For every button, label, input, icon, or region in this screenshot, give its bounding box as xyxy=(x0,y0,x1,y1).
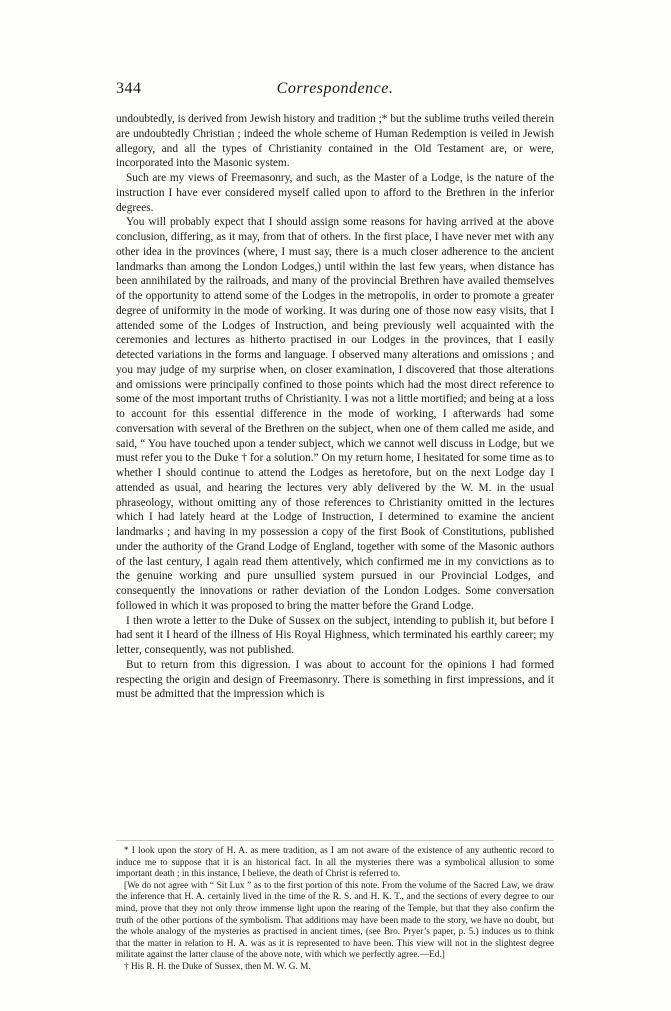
footnote-divider xyxy=(116,840,554,841)
footnote: † His R. H. the Duke of Sussex, then M. W. G. M. xyxy=(124,961,311,972)
paragraph: But to return from this digression. I was about to account for the opinions I had formed respecting the origin and design of Freemasonry. There is something in first impressions, and it must be admitted that the impression which is xyxy=(116,658,554,701)
paragraph: I then wrote a letter to the Duke of Sussex on the subject, intending to publish it, but before I had sent it I heard of the illness of His Royal Highness, which terminated his earthly career; my letter, consequently, was not published. xyxy=(116,614,554,656)
paragraph: Such are my views of Freemasonry, and such, as the Master of a Lodge, is the nature of the instruction I have ever considered myself called upon to afford to the Brethren in the inferior degrees. xyxy=(116,172,554,214)
footnotes xyxy=(116,846,554,974)
main-text xyxy=(116,112,554,702)
paragraph: You will probably expect that I should assign some reasons for having arrived at the above conclusion, differing, as it may, from that of others. In the first place, I have never met with any other idea in the provinces (where, I must say, there is a much closer adherence to the ancient landmarks than among the London Lodges,) until within the last few years, when distance has been annihilated by the railroads, and many of the provincial Brethren have availed themselves of the opportunity to attend some of the Lodges in the metropolis, in order to promote a greater degree of uniformity in the mode of working. It was during one of those now easy visits, that I attended some of the Lodges of Instruction, and being previously well acquainted with the ceremonies and lectures as hitherto practised in our Lodges in the provinces, that I easily detected variations in the forms and language. I observed many alterations and omissions ; and you may judge of my surprise when, on closer examination, I discovered that those alterations and omissions were principally confined to those points which had the most direct reference to some of the most important truths of Christianity. I was not a little mortified; and being at a loss to account for this essential difference in the mode of working, I afterwards had some conversation with several of the Brethren on the subject, when one of them called me aside, and said, “ You have touched upon a tender subject, which we cannot well discuss in Lodge, but we must refer you to the Duke † for a solution.” On my return home, I hesitated for some time as to whether I should continue to attend the Lodges as heretofore, but on the next Lodge day I attended as usual, and hearing the lectures very ably delivered by the W. M. in the usual phraseology, without omitting any of those references to Christianity omitted in the lectures which I had lately heard at the Lodge of Instruction, I determined to examine the ancient landmarks ; and having in my possession a copy of the first Book of Constitutions, published under the authority of the Grand Lodge of England, together with some of the Masonic authors of the last century, I again read them attentively, which confirmed me in my convictions as to the genuine working and pure unsullied system pursued in our Provincial Lodges, and consequently the innovations or rather deviation of the London Lodges. Some conversation followed in which it was proposed to bring the matter before the Grand Lodge. xyxy=(116,216,554,612)
footnote: [We do not agree with “ Sit Lux ” as to the first portion of this note. From the volume of the Sacred Law, we draw the inference that H. A. certainly lived in the time of the R. S. and H. K. T., and the sections of every degree to our mind, prove that they not only throw immense light upon the rearing of the Temple, but that they also confirm the truth of the other portions of the symbolism. That additions may have been made to the story, we have no doubt, but the whole analogy of the mysteries as practised in ancient times, (see Bro. Pryer’s paper, p. 5.) induces us to think that the matter in relation to H. A. was as it is represented to have been. This view will not in the slightest degree militate against the latter clause of the above note, with which we perfectly agree.—Ed.] xyxy=(116,880,554,961)
page-header xyxy=(116,80,554,104)
page-number: 344 xyxy=(116,80,142,97)
paragraph: undoubtedly, is derived from Jewish history and tradition ;* but the sublime truths veiled therein are undoubtedly Christian ; indeed the whole scheme of Human Redemption is veiled in Jewish allegory, and all the types of Christianity contained in the Old Testament are, or were, incorporated into the Masonic system. xyxy=(116,113,554,170)
running-title: Correspondence. xyxy=(276,80,394,97)
footnote: * I look upon the story of H. A. as mere tradition, as I am not aware of the existence of any authentic record to induce me to suppose that it is an historical fact. In all the mysteries there was a symbolical allusion to some important death ; in this instance, I believe, the death of Christ is referred to. xyxy=(116,846,554,880)
